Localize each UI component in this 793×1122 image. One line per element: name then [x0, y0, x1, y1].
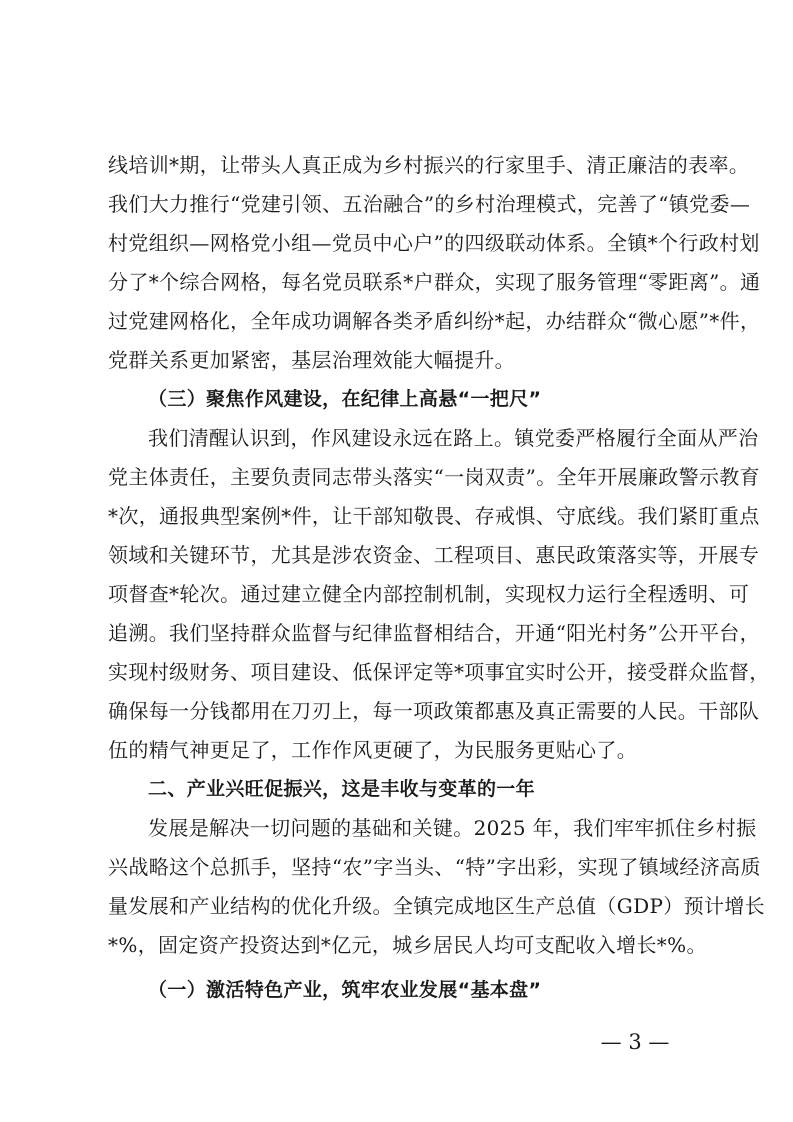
- text-line: 伍的精气神更足了，工作作风更硬了，为民服务更贴心了。: [108, 738, 638, 762]
- paragraph-work-style: [108, 419, 770, 770]
- text-line: 党群关系更加紧密，基层治理效能大幅提升。: [108, 348, 515, 372]
- text-line: 兴战略这个总抓手，坚持“农”字当头、“特”字出彩，实现了镇域经济高质: [108, 855, 761, 879]
- section-heading: （三）聚焦作风建设，在纪律上高悬“一把尺”: [148, 388, 542, 410]
- text-line: 发展是解决一切问题的基础和关键。2025 年，我们牢牢抓住乡村振: [148, 816, 757, 840]
- text-line: *%，固定资产投资达到*亿元，城乡居民人均可支配收入增长*%。: [108, 933, 707, 957]
- text-line: 我们大力推行“党建引领、五治融合”的乡村治理模式，完善了“镇党委—: [108, 192, 751, 216]
- text-line: 追溯。我们坚持群众监督与纪律监督相结合，开通“阳光村务”公开平台，: [108, 621, 760, 645]
- text-line: 我们清醒认识到，作风建设永远在路上。镇党委严格履行全面从严治: [148, 426, 759, 450]
- paragraph-industry: [108, 809, 766, 965]
- text-line: 领域和关键环节，尤其是涉农资金、工程项目、惠民政策落实等，开展专: [108, 543, 760, 567]
- text-line: *次，通报典型案例*件，让干部知敬畏、存戒惧、守底线。我们紧盯重点: [108, 504, 760, 528]
- text-line: 线培训*期，让带头人真正成为乡村振兴的行家里手、清正廉洁的表率。: [108, 153, 750, 177]
- paragraph-party-governance: [108, 146, 761, 380]
- text-line: 确保每一分钱都用在刀刃上，每一项政策都惠及真正需要的人民。干部队: [108, 699, 760, 723]
- text-line: 实现村级财务、项目建设、低保评定等*项事宜实时公开，接受群众监督，: [108, 660, 770, 684]
- text-line: 过党建网格化，全年成功调解各类矛盾纠纷*起，办结群众“微心愿”*件，: [108, 309, 761, 333]
- page-number: — 3 —: [600, 1030, 670, 1054]
- text-line: 分了*个综合网格，每名党员联系*户群众，实现了服务管理“零距离”。通: [108, 270, 761, 294]
- text-line: 项督查*轮次。通过建立健全内部控制机制，实现权力运行全程透明、可: [108, 582, 750, 606]
- text-line: 量发展和产业结构的优化升级。全镇完成地区生产总值（GDP）预计增长: [108, 894, 766, 918]
- text-line: 村党组织—网格党小组—党员中心户”的四级联动体系。全镇*个行政村划: [108, 231, 760, 255]
- document-body: [108, 146, 770, 1010]
- section-heading: （一）激活特色产业，筑牢农业发展“基本盘”: [148, 979, 542, 1001]
- chapter-heading: 二、产业兴旺促振兴，这是丰收与变革的一年: [148, 778, 536, 800]
- text-line: 党主体责任，主要负责同志带头落实“一岗双责”。全年开展廉政警示教育: [108, 465, 760, 489]
